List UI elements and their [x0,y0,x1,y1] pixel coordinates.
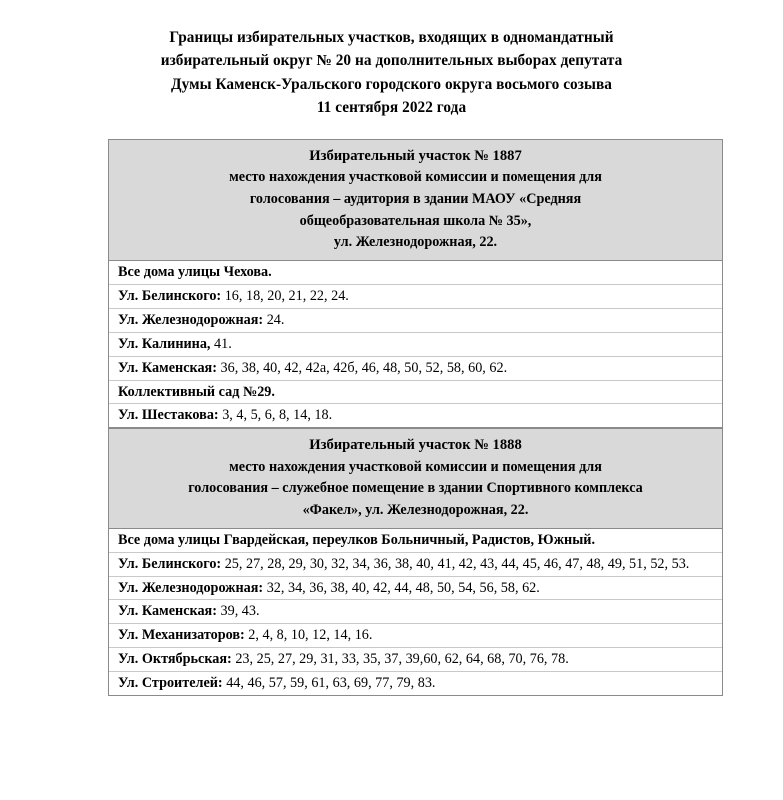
list-item [109,261,722,285]
precinct-location-line-2: голосования – аудитория в здании МАОУ «Средняя [249,191,582,208]
precinct-location-line-3: «Факел», ул. Железнодорожная, 22. [302,502,529,519]
table-row [109,528,723,695]
precinct-table-1887 [108,139,723,428]
precinct-location-line-3: общеобразовательная школа № 35», [299,212,532,229]
list-item [109,577,722,601]
list-item [109,529,722,553]
title-line-4: 11 сентября 2022 года [316,98,467,116]
house-numbers: 44, 46, 57, 59, 61, 63, 69, 77, 79, 83. [222,675,436,692]
list-item [109,553,722,577]
street-name: Все дома улицы Чехова. [118,264,272,281]
precinct-number-1887: Избирательный участок № 1887 [309,148,522,164]
list-item [109,624,722,648]
street-name: Коллективный сад №29. [118,383,275,400]
house-numbers: 32, 34, 36, 38, 40, 42, 44, 48, 50, 54, 56, 58, 62. [263,579,540,596]
street-name: Ул. Октябрьская: [118,651,232,668]
precinct-header-1888 [109,429,723,528]
list-item [109,672,722,695]
house-numbers: 2, 4, 8, 10, 12, 14, 16. [244,627,373,644]
precinct-number-1888: Избирательный участок № 1888 [309,437,522,454]
street-name: Ул. Строителей: [118,675,223,692]
precinct-location-line-1: место нахождения участковой комиссии и помещения для [229,458,602,475]
house-numbers: 41. [210,335,232,352]
house-numbers: 24. [263,311,285,328]
street-name: Ул. Механизаторов: [118,627,245,644]
precinct-table-1888 [108,428,723,696]
street-name: Ул. Калинина, [118,335,211,352]
list-item [109,404,722,427]
street-name: Ул. Каменская: [118,603,217,620]
house-numbers: 39, 43. [216,603,260,620]
precinct-header-1887 [109,140,723,261]
house-numbers: 3, 4, 5, 6, 8, 14, 18. [218,407,333,424]
list-item [109,381,722,405]
list-item [109,600,722,624]
precinct-location-line-4: ул. Железнодорожная, 22. [333,234,498,251]
table-row [109,429,723,528]
street-name: Ул. Шестакова: [118,407,219,424]
list-item [109,648,722,672]
precinct-addresses-1887 [109,261,723,428]
street-name: Все дома улицы Гвардейская, переулков Больничный, Радистов, Южный. [118,531,596,548]
list-item [109,333,722,357]
title-line-1: Границы избирательных участков, входящих в одномандатный [169,29,614,46]
street-name: Ул. Белинского: [118,288,222,305]
precinct-location-line-1: место нахождения участковой комиссии и помещения для [229,169,602,186]
house-numbers: 25, 27, 28, 29, 30, 32, 34, 36, 38, 40, 41, 42, 43, 44, 45, 46, 47, 48, 49, 51, 52, 53. [221,555,690,572]
list-item [109,357,722,381]
street-name: Ул. Железнодорожная: [118,311,264,328]
precinct-addresses-1888 [109,528,723,695]
house-numbers: 36, 38, 40, 42, 42а, 42б, 46, 48, 50, 52, 58, 60, 62. [216,359,508,376]
street-name: Ул. Белинского: [118,555,222,572]
street-name: Ул. Каменская: [118,359,217,376]
precinct-location-line-2: голосования – служебное помещение в здании Спортивного комплекса [188,480,643,497]
table-row [109,261,723,428]
list-item [109,309,722,333]
page-title [0,0,783,119]
house-numbers: 23, 25, 27, 29, 31, 33, 35, 37, 39,60, 62, 64, 68, 70, 76, 78. [231,651,569,668]
title-line-3: Думы Каменск-Уральского городского округа восьмого созыва [171,75,612,93]
table-row [109,140,723,261]
title-line-2: избирательный округ № 20 на дополнительных выборах депутата [160,52,623,70]
list-item [109,285,722,309]
house-numbers: 16, 18, 20, 21, 22, 24. [221,288,349,305]
street-name: Ул. Железнодорожная: [118,579,264,596]
